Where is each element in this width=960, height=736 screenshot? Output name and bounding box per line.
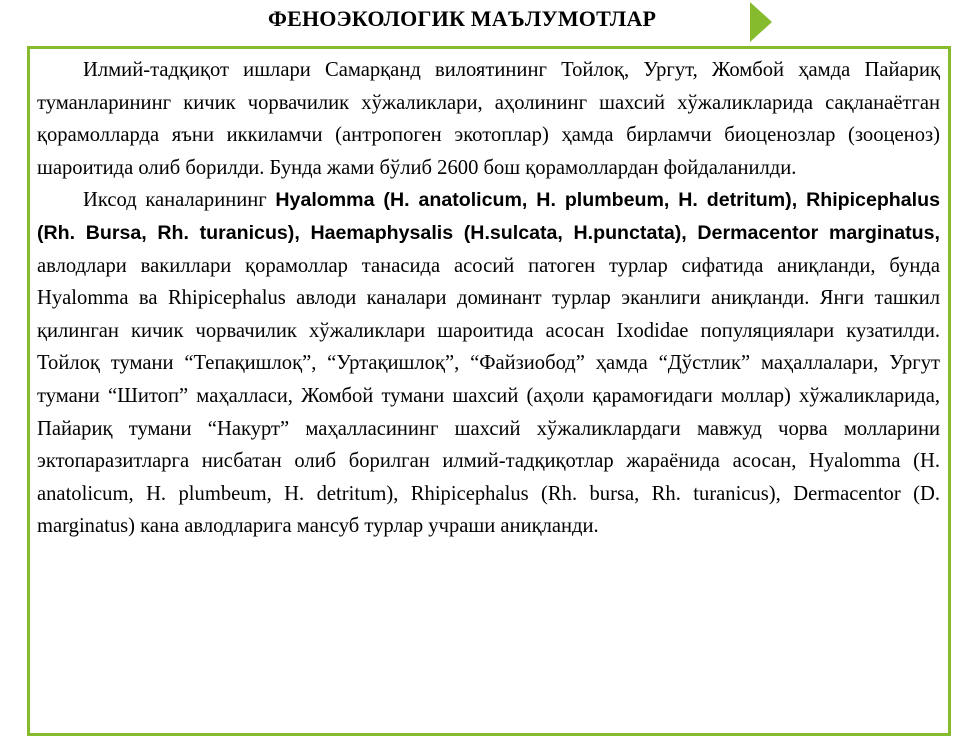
- body-text: [37, 54, 940, 543]
- paragraph-1-text: Илмий-тадқиқот ишлари Самарқанд вилоятининг Тойлоқ, Ургут, Жомбой ҳамда Пайариқ туманларининг кичик чорвачилик хўжаликлари, аҳолининг шахсий хўжаликларида сақланаётган қорамолларда яъни иккиламчи (антропоген экотоплар) ҳамда бирламчи биоценозлар (зооценоз) шароитида олиб борилди. Бунда жами бўлиб 2600 бош қорамоллардан фойдаланилди.: [37, 59, 940, 179]
- paragraph-1: [37, 54, 940, 184]
- slide-title: ФЕНОЭКОЛОГИК МАЪЛУМОТЛАР: [268, 6, 657, 31]
- paragraph-2-rest: авлодлари вакиллари қорамоллар танасида асосий патоген турлар сифатида аниқланди, бунда Hyalomma ва Rhipicephalus авлоди каналари доминант турлар эканлиги аниқланди. Янги ташкил қилинган кичик чорвачилик хўжаликлари шароитида асосан Ixodidae популяциялари кузатилди. Тойлоқ тумани “Тепақишлоқ”, “Уртақишлоқ”, “Файзиобод” ҳамда “Дўстлик” маҳаллалари, Ургут тумани “Шитоп” маҳалласи, Жомбой тумани шахсий (аҳоли қарамоғидаги моллар) хўжаликларида, Пайариқ тумани “Накурт” маҳалласининг шахсий хўжаликлардаги мавжуд чорва молларини эктопаразитларга нисбатан олиб борилган илмий-тадқиқотлар жараёнида асосан, Hyalomma (H. anatolicum, H. plumbeum, H. detritum), Rhipicephalus (Rh. bursa, Rh. turanicus), Dermacentor (D. marginatus) кана авлодларига мансуб турлар учраши аниқланди.: [37, 254, 940, 538]
- tick-genera-list: Hyalomma (H. anatolicum, H. plumbeum, H. detritum), Rhipicephalus (Rh. Bursa, Rh. turanicus), Haemaphysalis (H.sulcata, H.punctata), Dermacentor marginatus,: [37, 189, 940, 244]
- paragraph-2-intro: Иксод каналарининг: [83, 189, 276, 212]
- triangle-bullet-icon: [750, 2, 772, 42]
- paragraph-2: [37, 184, 940, 543]
